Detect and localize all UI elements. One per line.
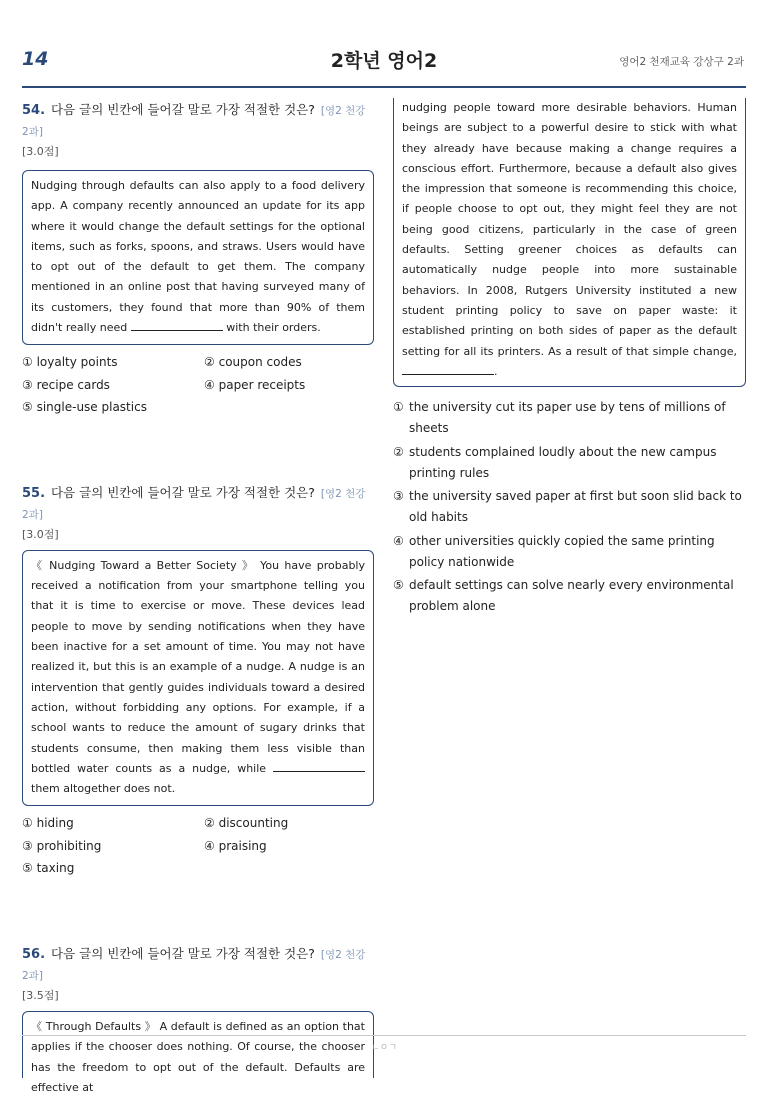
passage-text-end: with their orders. bbox=[222, 321, 321, 335]
question-points: [3.5점] bbox=[22, 988, 59, 1002]
option-text: praising bbox=[218, 838, 267, 853]
page-subtitle: 영어2 천재교육 강상구 2과 bbox=[619, 56, 744, 68]
right-column bbox=[393, 98, 746, 620]
page-number: 14 bbox=[22, 48, 49, 70]
option-text: paper receipts bbox=[218, 377, 306, 392]
option-mark: ② bbox=[204, 816, 215, 831]
passage-text: 《 Through Defaults 》 A default is defined as an option that applies if the chooser does nothing. Of course, the chooser has the freedom to opt out of the default. Defaults are effective at bbox=[31, 1019, 365, 1094]
option-text: recipe cards bbox=[36, 377, 110, 392]
option-text: other universities quickly copied the same printing policy nationwide bbox=[409, 533, 715, 569]
option-mark: ① bbox=[393, 400, 404, 415]
passage-text-end: them altogether does not. bbox=[31, 782, 176, 796]
passage-text-end: . bbox=[494, 364, 498, 378]
option-text: single-use plastics bbox=[36, 400, 147, 415]
option-mark: ③ bbox=[393, 489, 404, 504]
option-1[interactable] bbox=[393, 397, 746, 439]
page-title: 2학년 영어2 bbox=[330, 50, 438, 72]
option-2[interactable] bbox=[204, 351, 374, 374]
question-source: [영2 천강 2과] bbox=[22, 948, 366, 982]
option-2[interactable] bbox=[204, 812, 374, 835]
option-text: discounting bbox=[218, 816, 289, 831]
option-3[interactable] bbox=[22, 374, 204, 397]
passage-text: 《 Nudging Toward a Better Society 》 You have probably received a notification from your smartphone telling you that it is time to exercise or move. These devices lead people to move by sending notifications when they have been inactive for a set amount of time. You may not have realized it, but this is an example of a nudge. A nudge is an intervention that gently guides individuals toward a desired action, without forbidding any options. For example, if a school wants to reduce the amount of sugary drinks that students consume, then making them less visible than bottled water counts as a nudge, while bbox=[31, 558, 365, 775]
option-mark: ⑤ bbox=[393, 578, 404, 593]
option-2[interactable] bbox=[393, 442, 746, 484]
option-text: loyalty points bbox=[36, 355, 118, 370]
question-55 bbox=[22, 483, 374, 880]
option-1[interactable] bbox=[22, 351, 204, 374]
option-4[interactable] bbox=[393, 531, 746, 573]
header-divider bbox=[22, 86, 746, 88]
footer-mark: ㄴㅇㄱ bbox=[370, 1043, 398, 1053]
question-number: 55. bbox=[22, 485, 46, 501]
passage-box bbox=[22, 170, 374, 345]
option-mark: ④ bbox=[204, 838, 215, 853]
option-mark: ⑤ bbox=[22, 861, 33, 876]
question-prompt: 다음 글의 빈칸에 들어갈 말로 가장 적절한 것은? bbox=[51, 102, 315, 117]
footer-divider bbox=[22, 1035, 746, 1036]
option-mark: ① bbox=[22, 816, 33, 831]
answer-blank bbox=[131, 318, 223, 331]
question-points: [3.0점] bbox=[22, 145, 59, 158]
option-5[interactable] bbox=[393, 575, 746, 617]
option-mark: ⑤ bbox=[22, 400, 33, 415]
option-text: default settings can solve nearly every environmental problem alone bbox=[409, 578, 734, 614]
question-56 bbox=[22, 944, 374, 1094]
option-4[interactable] bbox=[204, 835, 374, 858]
option-text: prohibiting bbox=[36, 838, 102, 853]
option-mark: ③ bbox=[22, 377, 33, 392]
option-mark: ③ bbox=[22, 838, 33, 853]
option-text: hiding bbox=[36, 816, 74, 831]
option-text: the university cut its paper use by tens of millions of sheets bbox=[409, 400, 726, 436]
question-prompt: 다음 글의 빈칸에 들어갈 말로 가장 적절한 것은? bbox=[51, 945, 315, 961]
left-column bbox=[22, 100, 374, 1094]
option-mark: ④ bbox=[393, 533, 404, 548]
question-source: [영2 천강 2과] bbox=[22, 105, 366, 138]
question-prompt: 다음 글의 빈칸에 들어갈 말로 가장 적절한 것은? bbox=[51, 484, 315, 500]
option-5[interactable] bbox=[22, 396, 204, 419]
passage-box-continued bbox=[393, 98, 746, 387]
passage-box bbox=[22, 550, 374, 807]
question-heading bbox=[22, 944, 374, 986]
answer-blank bbox=[273, 759, 365, 772]
options bbox=[393, 397, 746, 617]
question-points: [3.0점] bbox=[22, 527, 59, 541]
option-mark: ② bbox=[393, 444, 404, 459]
passage-text: Nudging through defaults can also apply to a food delivery app. A company recently announced an update for its app where it would change the default settings for the optional items, such as forks, spoons, and straws. Users would have to opt out of the default to get them. The company mentioned in an online post that having surveyed many of its customers, they found that more than 90% of them didn't really need bbox=[31, 179, 365, 335]
option-4[interactable] bbox=[204, 374, 374, 397]
option-mark: ② bbox=[204, 355, 215, 370]
option-text: students complained loudly about the new campus printing rules bbox=[409, 444, 717, 480]
options bbox=[22, 812, 374, 880]
answer-blank bbox=[402, 362, 494, 375]
option-mark: ④ bbox=[204, 377, 215, 392]
option-text: the university saved paper at first but soon slid back to old habits bbox=[409, 489, 742, 525]
option-text: coupon codes bbox=[218, 355, 302, 370]
option-5[interactable] bbox=[22, 857, 204, 880]
question-source: [영2 천강 2과] bbox=[22, 487, 366, 521]
option-text: taxing bbox=[36, 861, 75, 876]
question-heading bbox=[22, 483, 374, 525]
options bbox=[22, 351, 374, 419]
option-3[interactable] bbox=[393, 486, 746, 528]
question-heading bbox=[22, 100, 374, 142]
option-mark: ① bbox=[22, 355, 33, 370]
passage-text: nudging people toward more desirable behaviors. Human beings are subject to a powerful desire to stick with what they already have because making a change requires a conscious effort. Furthermore, because a default also gives the impression that someone is recommending this choice, if people choose to opt out, they might feel they are not being good citizens, particularly in the case of green defaults. Setting greener choices as defaults can automatically nudge people into more sustainable behaviors. In 2008, Rutgers University instituted a new student printing policy to save on paper waste: it established printing on both sides of paper as the default setting for all its printers. As a result of that simple change, bbox=[402, 101, 737, 358]
question-number: 56. bbox=[22, 946, 46, 962]
question-number: 54. bbox=[22, 103, 46, 118]
option-3[interactable] bbox=[22, 835, 204, 858]
question-54 bbox=[22, 100, 374, 419]
option-1[interactable] bbox=[22, 812, 204, 835]
